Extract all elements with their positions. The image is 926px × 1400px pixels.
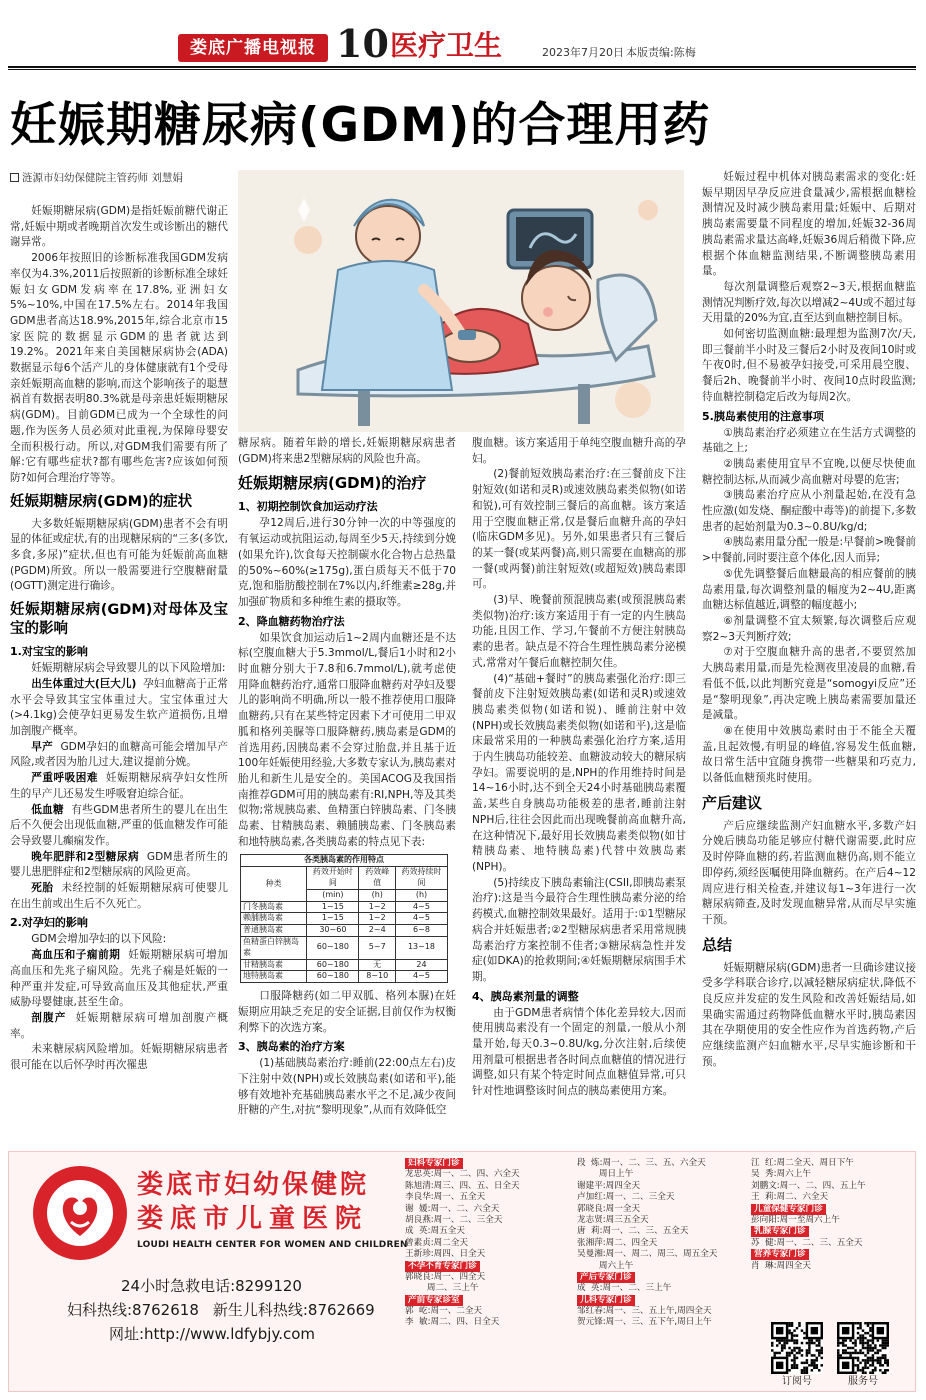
subheading-baby: 1.对宝宝的影响 [10, 645, 88, 659]
risk-term: 早产 [31, 740, 54, 753]
demand-paragraph: 妊娠过程中机体对胰岛素需求的变化:妊娠早期因早孕反应进食量减少,需根据血糖检测情况及时减少胰岛素用量;妊娠中、后期对胰岛素需要量不同程度的增加,妊娠32-36周胰岛素需求量达高峰,妊娠36周后稍微下降,应根据个体血糖监测结果,不断调整胰岛素用量。 [702, 171, 916, 278]
doctor-schedule: 王 莉:周二、六全天 [751, 1192, 829, 1203]
doctor-schedule: 邹红春:周一、三、五上午,周四全天 [577, 1306, 712, 1317]
risk-macrosomia [10, 677, 228, 740]
observe-paragraph: 每次剂量调整后观察2~3天,根据血糖监测情况判断疗效,每次以增减2~4U或不超过每天用量的20%为宜,直至达到血糖控制目标。 [702, 280, 916, 325]
table-cell: 甘精胰岛素 [241, 959, 307, 971]
basal-insulin-paragraph: (1)基础胰岛素治疗:睡前(22:00点左右)皮下注射中效(NPH)或长效胰岛素(如诺和平),能够有效地补充基础胰岛素水平之不足,减少夜间肝糖的产生,对抗“黎明现象”,从而有效降低空 [238, 1057, 456, 1117]
column-2 [238, 436, 456, 1119]
table-body [241, 901, 448, 983]
emergency-phone: 24小时急救电话:8299120 [121, 1277, 302, 1295]
doctor-schedule: 谢建平:周四全天 [577, 1180, 641, 1191]
doctor-schedule: 李良华:周一、五全天 [405, 1192, 486, 1203]
risk-hypoglycemia [10, 803, 228, 850]
risk-term: 晚年肥胖和2型糖尿病 [31, 850, 140, 863]
prandial-paragraph: (2)餐前短效胰岛素治疗:在三餐前皮下注射短效(如诺和灵R)或速效胰岛素类似物(如诺和锐),可有效控制三餐后的高血糖。该方案适用于空腹血糖正常,仅是餐后血糖升高的孕妇(临床GDM多见)。另外,如果患者只有三餐后的某一餐(或某两餐)高,则只需要在血糖高的那一餐(或两餐)前注射短效(或超短效)胰岛素即可。 [472, 468, 686, 591]
risk-desc: 妊娠期糖尿病孕妇女性所生的早产儿还易发生呼吸窘迫综合征。 [10, 772, 228, 800]
clinic-label: 妇科专家门诊 [405, 1158, 463, 1169]
hospital-logo-icon [31, 1164, 129, 1262]
doctor-schedule: 王新珍:周四、日全天 [405, 1249, 486, 1260]
gynecology-hotline: 妇科热线:8762618 [67, 1301, 199, 1319]
risk-stillbirth [10, 881, 228, 912]
table-cell: 13~18 [395, 937, 447, 960]
doctor-schedule: 成 英:周五全天 [405, 1226, 465, 1237]
insulin-table [240, 854, 448, 983]
doctor-schedule: 陈旭清:周三、四、五、日全天 [405, 1180, 520, 1191]
table-cell: 普通胰岛素 [241, 925, 307, 937]
subscription-qr-label: 订阅号 [782, 1376, 812, 1387]
risk-desc: 妊娠期糖尿病可增加高血压和先兆子痫风险。先兆子痫是妊娠的一种严重并发症,可导致高血压及其他症状,严重威胁母婴健康,甚至生命。 [10, 949, 228, 1009]
table-row [241, 971, 448, 983]
doctor-schedule: 彭向阳:周一至周六上午 [751, 1214, 840, 1225]
byline [10, 170, 228, 186]
intro-paragraph: 妊娠期糖尿病(GDM)是指妊娠前糖代谢正常,妊娠中期或者晚期首次发生或诊断出的糖代谢异常。 [10, 205, 228, 249]
baby-intro: 妊娠期糖尿病会导致婴儿的以下风险增加: [31, 662, 226, 675]
table-row [241, 937, 448, 960]
doctor-schedule: 卢加红:周一、二、三全天 [577, 1192, 675, 1203]
doctor-schedule: 李 敏:周二、四、日全天 [405, 1317, 500, 1328]
pump-paragraph: (5)持续皮下胰岛素输注(CSII,即胰岛素泵治疗):这是当今最符合生理性胰岛素分泌的给药模式,血糖控制效果最好。适用于:①1型糖尿病合并妊娠患者;②2型糖尿病患者采用常规胰岛素治疗方案控制不佳者;③糖尿病急性并发症(如DKA)的抢救期间;④妊娠期糖尿病围手术期。 [472, 876, 686, 983]
doctor-schedule: 郭 屹:周一、二全天 [405, 1306, 483, 1317]
continued-paragraph: 糖尿病。随着年龄的增长,妊娠期糖尿病患者(GDM)将来患2型糖尿病的风险也升高。 [238, 437, 456, 465]
table-cell: 4~5 [395, 901, 447, 913]
note-item: ⑧在使用中效胰岛素时由于不能全天覆盖,且起效慢,有明显的峰值,容易发生低血糖,故日常生活中宜随身携带一些糖果和巧克力,以备低血糖预兆时使用。 [702, 724, 916, 785]
clinic-label: 儿童保健专家门诊 [751, 1204, 826, 1215]
doctor-schedule: 张湘萍:周二、四全天 [577, 1237, 658, 1248]
risk-desc: 未经控制的妊娠期糖尿病可使婴儿在出生前或出生后不久死亡。 [10, 882, 228, 910]
section-heading-symptoms: 妊娠期糖尿病(GDM)的症状 [10, 493, 193, 510]
note-item: ②胰岛素使用宜早不宜晚,以便尽快使血糖控制达标,从而减少高血糖对母婴的危害; [702, 457, 916, 486]
doctor-schedule: 成 英:周一、二、三上午 [577, 1283, 672, 1294]
table-header: 药效峰值 [359, 867, 396, 890]
ultrasound-illustration [238, 170, 684, 432]
table-cell: 60~180 [307, 959, 359, 971]
masthead [0, 0, 926, 74]
clinic-label: 产后专家门诊 [577, 1272, 635, 1283]
clinic-heading [577, 1272, 717, 1283]
table-cell: 6~8 [395, 925, 447, 937]
clinic-label: 营养专家门诊 [751, 1249, 809, 1260]
illustration-svg [238, 170, 684, 432]
table-unit: (h) [359, 889, 396, 901]
risk-desc: GDM患者所生的婴儿患肥胖症和2型糖尿病的风险更高。 [10, 850, 228, 879]
drugs-paragraph: 如果饮食加运动后1~2周内血糖还是不达标(空腹血糖大于5.3mmol/L,餐后1小时和2小时血糖分别大于7.8和6.7mmol/L),就考虑使用降血糖药治疗,通常口服降血糖药对孕妇及婴儿的影响尚不明确,所以一般不推荐使用口服降血糖药,只有在某些特定因素下才可使用二甲双胍和格列美脲等口服降糖药,胰岛素是GDM的首选用药,因胰岛素不会穿过胎盘,并且基于近100年妊娠使用经验,大多数专家认为,胰岛素对胎儿和新生儿是安全的。美国ACOG及我国指南推荐GDM可用的胰岛素有:RI,NPH,等及其类似物;常规胰岛素、鱼精蛋白锌胰岛素、门冬胰岛素、甘精胰岛素、赖脯胰岛素、门冬胰岛素和地特胰岛素,各类胰岛素的特点见下表: [238, 631, 456, 848]
masthead-rule-thin [8, 69, 916, 70]
note-item: ④胰岛素用量分配一般是:早餐前>晚餐前>中餐前,同时要注意个体化,因人而异; [702, 536, 916, 565]
newspaper-brand: 娄底广播电视报 [178, 34, 328, 62]
table-unit: (min) [307, 889, 359, 901]
note-item: ③胰岛素治疗应从小剂量起始,在没有急性应激(如发烧、酮症酸中毒等)的前提下,多数患者的起始剂量为0.3~0.8U/kg/d; [702, 489, 916, 533]
doctor-schedule: 段 炼:周一、二、三、五、六全天 [577, 1158, 706, 1168]
doctor-schedule: 龙志贤:周三五全天 [577, 1214, 649, 1225]
table-cell: 1~15 [307, 913, 359, 925]
dose-paragraph: 由于GDM患者病情个体化差异较大,因而使用胰岛素没有一个固定的剂量,一般从小剂量开始,每天0.3~0.8U/kg,分次注射,后续使用剂量可根据患者各时间点血糖值的情况进行调整,如只有某个特定时间点血糖值异常,可只针对性地调整该时间点的胰岛素使用方案。 [472, 1006, 686, 1098]
doctor-schedule: 肖 琳:周四全天 [751, 1260, 811, 1271]
table-cell: 1~2 [359, 901, 396, 913]
column-4 [702, 170, 916, 1071]
clinic-label: 儿科专家门诊 [577, 1295, 635, 1306]
premixed-paragraph: (3)早、晚餐前预混胰岛素(或预混胰岛素类似物)治疗:该方案适用于有一定的内生胰岛功能,且因工作、学习,午餐前不方便注射胰岛素的患者。缺点是不符合生理性胰岛素分泌模式,常常对午餐后血糖控制欠佳。 [472, 594, 686, 669]
table-cell: 4~5 [395, 971, 447, 983]
section-heading-summary: 总结 [702, 935, 733, 954]
risk-desc: 妊娠期糖尿病可增加剖腹产概率。 [10, 1011, 228, 1040]
clinic-heading [751, 1226, 866, 1237]
subheading-notes: 5.胰岛素使用的注意事项 [702, 409, 824, 423]
risk-desc: 孕妇血糖高于正常水平会导致其宝宝体重过大。宝宝体重过大(>4.1kg)会使孕妇更易发生软产道损伤,且增加剖腹产概率。 [10, 677, 228, 737]
table-cell: 鱼精蛋白锌胰岛素 [241, 937, 307, 960]
table-cell: 8~10 [359, 971, 396, 983]
section-heading-impact: 妊娠期糖尿病(GDM)对母体及宝宝的影响 [10, 602, 228, 638]
risk-cesarean [10, 1011, 228, 1042]
subheading-insulin-plan: 3、胰岛素的治疗方案 [238, 1040, 345, 1054]
table-header: 种类 [241, 867, 307, 901]
monitor-paragraph: 如何密切监测血糖:最理想为监测7次/天,即三餐前半小时及三餐后2小时及夜间10时或午夜0时,但不易被孕妇接受,可采用晨空腹、餐后2h、晚餐前半小时、夜间10点时段监测;待血糖控制稳定后改为每周2次。 [702, 328, 916, 403]
clinic-label: 产前专家诊室 [405, 1295, 463, 1306]
doctor-schedule: 周日上午 [577, 1169, 634, 1180]
table-header: 药效持续时间 [395, 867, 447, 890]
table-header: 药效开始时间 [307, 867, 359, 890]
table-unit: (h) [395, 889, 447, 901]
risk-later-life [10, 850, 228, 881]
note-item: ⑦对于空腹血糖升高的患者,不要贸然加大胰岛素用量,而是先检测夜里凌晨的血糖,看看低不低,以此判断究竟是“somogyi反应”还是“黎明现象”,再决定晚上胰岛素需要加量还是减量。 [702, 646, 916, 722]
risk-respiratory [10, 771, 228, 802]
clinic-heading [405, 1295, 520, 1306]
risk-hypertension [10, 948, 228, 1011]
doctor-schedule: 龙忠英:周一、二、四、六全天 [405, 1169, 520, 1180]
stats-paragraph: 2006年按照旧的诊断标准我国GDM发病率仅为4.3%,2011后按照新的诊断标准全球妊娠妇女GDM发病率在17.8%,亚洲妇女5%~10%,中国在17.5%左右。2014年我国GDM患者高达18.9%,2015年,综合北京市15家医院的数据显示GDM的患者就达到19.2%。2021年来自美国糖尿病协会(ADA)数据显示每6个活产儿的身体健康就有1个受母亲妊娠期高血糖的影响,而这个影响孩子的聪慧祸首有数据表明80.3%就是母亲患妊娠期糖尿病(GDM)。目前GDM已成为一个全球性的问题,作为医务人员必须对此重视,为保障母婴安全而积极行动。所以,对GDM我们需要有所了解:它有哪些症状?都有哪些危害?应该如何预防?如何合理治疗等等。 [10, 252, 228, 484]
schedule-column-3 [751, 1158, 866, 1272]
table-cell: 地特胰岛素 [241, 971, 307, 983]
hospital-name-secondary: 娄底市儿童医院 [137, 1204, 369, 1234]
table-cell: 2~4 [359, 925, 396, 937]
subscription-qr-icon[interactable] [771, 1322, 823, 1374]
clinic-label: 乳腺专家门诊 [751, 1226, 809, 1237]
risk-term: 剖腹产 [31, 1011, 67, 1024]
risk-desc: GDM孕妇的血糖高可能会增加早产风险,或者因为胎儿过大,建议提前分娩。 [10, 740, 228, 769]
future-risk-paragraph: 未来糖尿病风险增加。妊娠期糖尿病患者很可能在以后怀孕时再次罹患 [10, 1043, 228, 1072]
doctor-schedule: 谢 媛:周一、二、六全天 [405, 1203, 500, 1214]
masthead-rule [8, 66, 916, 68]
doctor-schedule: 唐 莉:周一、二、三、五全天 [577, 1226, 689, 1237]
hospital-name-english: LOUDI HEALTH CENTER FOR WOMEN AND CHILDREN [137, 1240, 408, 1250]
hospital-website[interactable]: 网址:http://www.ldfybjy.com [109, 1325, 316, 1343]
risk-desc: 有些GDM患者所生的婴儿在出生后不久便会出现低血糖,严重的低血糖发作可能会导致婴儿癫痫发作。 [10, 803, 228, 847]
clinic-heading [405, 1158, 520, 1169]
column-3 [472, 436, 686, 1100]
doctor-schedule: 郭晓良:周一、四全天 [405, 1271, 486, 1282]
continued-paragraph: 腹血糖。该方案适用于单纯空腹血糖升高的孕妇。 [472, 437, 686, 465]
service-qr-icon[interactable] [837, 1322, 889, 1374]
clinic-heading [751, 1204, 866, 1215]
hospital-advertisement [8, 1151, 916, 1392]
risk-term: 高血压和子痫前期 [31, 949, 121, 962]
clinic-label: 不孕不育专家门诊 [405, 1261, 480, 1272]
table-row [241, 959, 448, 971]
clinic-heading [577, 1295, 717, 1306]
doctor-schedule: 郭晓良:周一全天 [577, 1203, 641, 1214]
diet-paragraph: 孕12周后,进行30分钟一次的中等强度的有氧运动或抗阻运动,每周至少5天,持续到分娩(如果允许),饮食每天控制碳水化合物占总热量的50%~60%(≥175g),蛋白质每天不低于70克,饱和脂肪酸控制在7%以内,纤维素≥28g,并加强矿物质和多种维生素的摄取等。 [238, 517, 456, 608]
table-cell: 4~5 [395, 913, 447, 925]
table-cell: 1~2 [359, 913, 396, 925]
doctor-schedule: 胡良燕:周一、二、三全天 [405, 1214, 503, 1225]
note-item: ①胰岛素治疗必须建立在生活方式调整的基础之上; [702, 426, 916, 455]
doctor-schedule: 吴曼湘:周一、周二、周三、周五全天 [577, 1249, 718, 1260]
basal-bolus-paragraph: (4)“基础+餐时”的胰岛素强化治疗:即三餐前皮下注射短效胰岛素(如诺和灵R)或速效胰岛素类似物(如诺和锐)、睡前注射中效(NPH)或长效胰岛素类似物(如诺和平),这是临床最常采用的一种胰岛素强化治疗方案,适用于内生胰岛功能较差、血糖波动较大的糖尿病孕妇。需要说明的是,NPH的作用维持时间是14~16小时,达不到全天24小时基础胰岛素覆盖,某些自身胰岛功能极差的患者,睡前注射NPH后,往往会因此而出现晚餐前高血糖升高,在这种情况下,最好用长效胰岛素类似物(如甘精胰岛素、地特胰岛素)代替中效胰岛素(NPH)。 [472, 672, 686, 873]
postpartum-paragraph: 产后应继续监测产妇血糖水平,多数产妇分娩后胰岛功能足够应付糖代谢需要,此时应及时停降血糖的药,若监测血糖仍高,则不能立即停药,须经医嘱使用降血糖药。在产后4~12周应进行相关检查,并建议每1~3年进行一次糖尿病筛查,及时发现血糖异常,从而尽早实施干预。 [702, 819, 916, 926]
note-item: ⑤优先调整餐后血糖最高的相应餐前的胰岛素用量,每次调整剂量的幅度为2~4U,距离血糖达标值越近,调整的幅度越小; [702, 567, 916, 612]
symptoms-paragraph: 大多数妊娠期糖尿病(GDM)患者不会有明显的体征或症状,有的出现糖尿病的“三多(多饮,多食,多尿)”症状,但也有可能为妊娠前高血糖(PGDM)所致。所以一般需要进行空腹糖耐量(OGTT)测定进行确诊。 [10, 517, 228, 593]
issue-date: 2023年7月20日 [542, 46, 624, 59]
table-cell: 30~60 [307, 925, 359, 937]
section-title: 医疗卫生 [390, 29, 503, 62]
table-caption: 各类胰岛素的作用特点 [241, 855, 448, 867]
article-headline: 妊娠期糖尿病(GDM)的合理用药 [10, 98, 711, 153]
table-cell: 赖脯胰岛素 [241, 913, 307, 925]
summary-paragraph: 妊娠期糖尿病(GDM)患者一旦确诊建议接受多学科联合诊疗,以减轻糖尿病症状,降低不良反应并发症的发生风险和改善妊娠结局,如果确实需通过药物降低血糖水平时,胰岛素因其在孕期使用的安全性应作为首选药物,产后应继续监测产妇血糖水平,尽早实施诊断和干预。 [702, 961, 916, 1068]
doctor-schedule: 吴 秀:周六上午 [751, 1169, 811, 1180]
table-cell: 1~15 [307, 901, 359, 913]
doctor-schedule: 周二、三上午 [405, 1283, 479, 1294]
byline-box-icon [10, 173, 19, 182]
schedule-column-1 [405, 1158, 520, 1329]
subheading-mother: 2.对孕妇的影响 [10, 916, 88, 930]
neonatal-hotline: 新生儿科热线:8762669 [212, 1301, 375, 1319]
doctor-schedule: 刘鹏文:周一、二、四、五上午 [751, 1180, 866, 1191]
oral-drugs-paragraph: 口服降糖药(如二甲双胍、格列本脲)在妊娠期应用缺乏充足的安全证据,目前仅作为权衡利弊下的次选方案。 [238, 990, 456, 1034]
subheading-drugs: 2、降血糖药物治疗法 [238, 614, 345, 628]
subheading-diet: 1、初期控制饮食加运动疗法 [238, 500, 378, 514]
table-cell: 24 [395, 959, 447, 971]
table-cell: 无 [359, 959, 396, 971]
table-row [241, 901, 448, 913]
risk-term: 死胎 [31, 882, 54, 895]
doctor-schedule: 贺元锋:周一、三、五下午,周日上午 [577, 1317, 712, 1328]
mother-intro: GDM会增加孕妇的以下风险: [31, 933, 167, 946]
clinic-heading [405, 1261, 520, 1272]
editor-credit: 本版责编:陈梅 [626, 46, 696, 59]
subheading-dose-adjust: 4、胰岛素剂量的调整 [472, 989, 579, 1003]
risk-term: 严重呼吸困难 [31, 772, 99, 785]
table-cell: 60~180 [307, 937, 359, 960]
table-cell: 门冬胰岛素 [241, 901, 307, 913]
service-qr-label: 服务号 [848, 1376, 878, 1387]
table-row [241, 925, 448, 937]
doctor-schedule: 江 红:周二全天、周日下午 [751, 1158, 854, 1168]
section-heading-treatment: 妊娠期糖尿病(GDM)的治疗 [238, 474, 427, 493]
doctor-schedule: 曾素贞:周二全天 [405, 1237, 469, 1248]
note-item: ⑥剂量调整不宜太频繁,每次调整后应观察2~3天判断疗效; [702, 614, 916, 643]
table-cell: 60~180 [307, 971, 359, 983]
column-1 [10, 204, 228, 1074]
table-row [241, 913, 448, 925]
risk-term: 出生体重过大(巨大儿) [31, 677, 137, 690]
doctor-schedule: 周六上午 [577, 1260, 634, 1271]
risk-term: 低血糖 [31, 803, 64, 816]
doctor-schedule: 苏 健:周一、二、三、五全天 [751, 1237, 863, 1248]
risk-preterm [10, 740, 228, 771]
section-heading-postpartum: 产后建议 [702, 793, 763, 812]
hospital-name-primary: 娄底市妇幼保健院 [137, 1170, 370, 1200]
table-cell: 5~7 [359, 937, 396, 960]
byline-text: 涟源市妇幼保健院主管药师 刘慧娟 [22, 172, 183, 184]
schedule-column-2 [577, 1158, 717, 1329]
clinic-heading [751, 1249, 866, 1260]
hotlines [67, 1300, 389, 1320]
page-number: 10 [336, 21, 389, 66]
